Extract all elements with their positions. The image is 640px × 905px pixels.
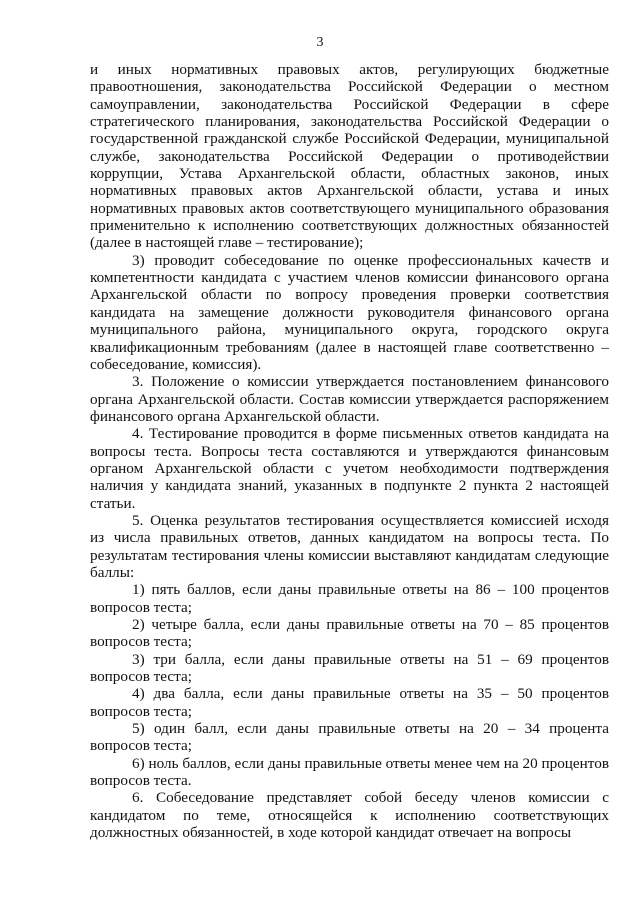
paragraph-3-commission-regulation: 3. Положение о комиссии утверждается постановлением финансового органа Архангельской области. Состав комиссии утверждается распоряжением финансового органа Архангельской области. xyxy=(90,373,609,425)
score-item-two: 4) два балла, если даны правильные ответы на 35 – 50 процентов вопросов теста; xyxy=(90,685,609,720)
page-number: 3 xyxy=(316,35,324,50)
paragraph-5-testing-evaluation: 5. Оценка результатов тестирования осуществляется комиссией исходя из числа правильных ответов, данных кандидатом на вопросы теста. По результатам тестирования члены комиссии выставляют кандидатам следующие баллы: xyxy=(90,511,609,581)
paragraph-6-interview-definition: 6. Собеседование представляет собой беседу членов комиссии с кандидатом по теме, относящейся к исполнению соответствующих должностных обязанностей, в ходе которой кандидат отвечает на вопросы xyxy=(90,789,609,842)
score-item-four: 2) четыре балла, если даны правильные ответы на 70 – 85 процентов вопросов теста; xyxy=(90,616,609,651)
score-item-one: 5) один балл, если даны правильные ответы на 20 – 34 процента вопросов теста; xyxy=(90,720,609,755)
document-body xyxy=(90,61,609,841)
score-item-three: 3) три балла, если даны правильные ответы на 51 – 69 процентов вопросов теста; xyxy=(90,650,609,686)
paragraph-4-testing-form: 4. Тестирование проводится в форме письменных ответов кандидата на вопросы теста. Вопросы теста составляются и утверждаются финансовым органом Архангельской области с учетом необходимости подтверждения наличия у кандидата знаний, указанных в подпункте 2 пункта 2 настоящей статьи. xyxy=(90,425,609,512)
paragraph-list-continuation: и иных нормативных правовых актов, регулирующих бюджетные правоотношения, законодательства Российской Федерации о местном самоуправлении, законодательства Российской Федерации в сфере стратегического планирования, законодательства Российской Федерации о государственной гражданской службе Российской Федерации, муниципальной службе, законодательства Российской Федерации о противодействии коррупции, Устава Архангельской области, областных законов, иных нормативных правовых актов Архангельской области, устава и иных нормативных правовых актов соответствующего муниципального образования применительно к исполнению соответствующих должностных обязанностей (далее в настоящей главе – тестирование); xyxy=(90,61,609,252)
paragraph-item-3-interview: 3) проводит собеседование по оценке профессиональных качеств и компетентности кандидата с участием членов комиссии финансового органа Архангельской области по вопросу проведения проверки соответствия кандидата на замещение должности руководителя финансового органа муниципального района, муниципального округа, городского округа квалификационным требованиям (далее в настоящей главе соответственно – собеседование, комиссия). xyxy=(90,251,609,373)
score-item-zero: 6) ноль баллов, если даны правильные ответы менее чем на 20 процентов вопросов теста. xyxy=(90,754,609,790)
score-item-five: 1) пять баллов, если даны правильные ответы на 86 – 100 процентов вопросов теста; xyxy=(90,581,609,616)
